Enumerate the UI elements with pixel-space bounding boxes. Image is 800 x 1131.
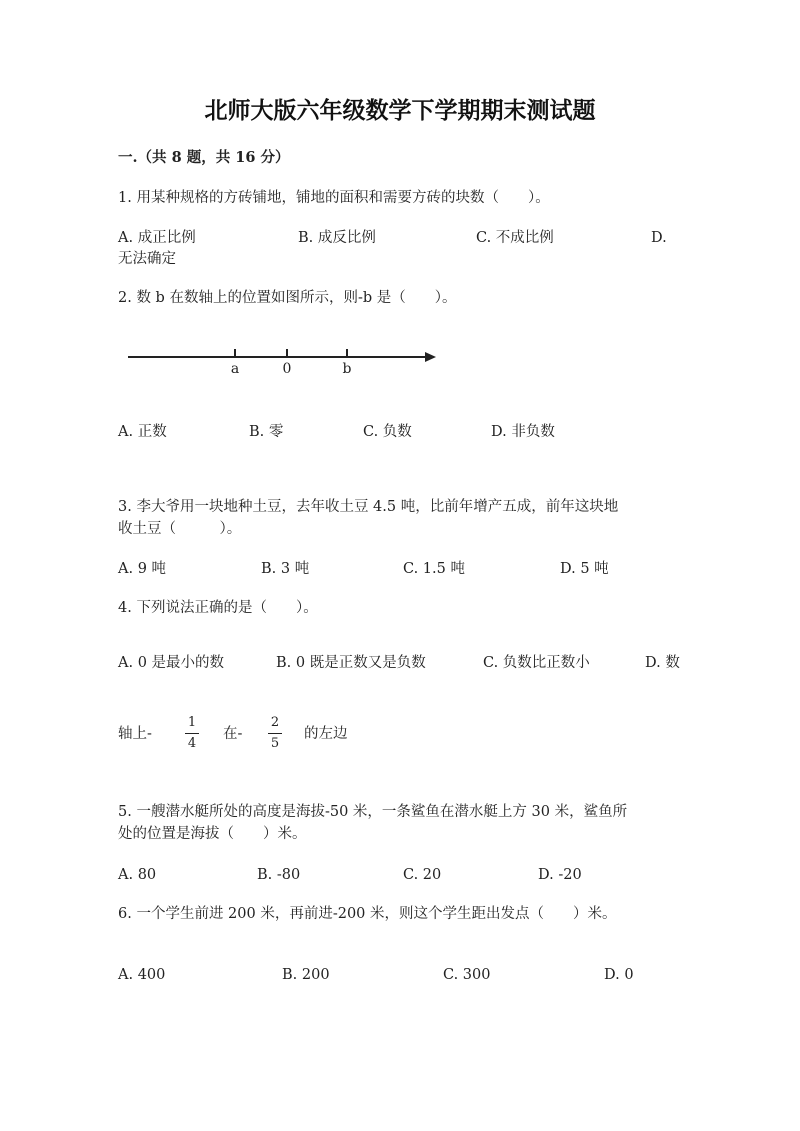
question-stem-continued: 收土豆（ ）。 bbox=[118, 521, 242, 537]
fraction-bar bbox=[185, 733, 199, 734]
question-stem: 1. 用某种规格的方砖铺地，铺地的面积和需要方砖的块数（ ）。 bbox=[118, 190, 550, 206]
option-b: B. 200 bbox=[282, 967, 330, 983]
question-stem: 4. 下列说法正确的是（ ）。 bbox=[118, 600, 318, 616]
question-stem: 5. 一艘潜水艇所处的高度是海拔-50 米，一条鲨鱼在潜水艇上方 30 米，鲨鱼所 bbox=[118, 804, 628, 820]
fraction-denominator: 5 bbox=[270, 736, 280, 751]
option-c: C. 负数 bbox=[363, 424, 412, 440]
question-stem: 6. 一个学生前进 200 米，再前进-200 米，则这个学生距出发点（ ）米。 bbox=[118, 906, 617, 922]
option-a: A. 400 bbox=[118, 967, 166, 983]
option-a: A. 正数 bbox=[118, 424, 167, 440]
option-a: A. 9 吨 bbox=[118, 561, 167, 577]
option-c: C. 负数比正数小 bbox=[483, 655, 590, 671]
fraction-one-quarter bbox=[185, 715, 199, 752]
number-line-figure bbox=[125, 340, 445, 380]
option-d: D. 5 吨 bbox=[560, 561, 609, 577]
question-stem-continued: 处的位置是海拔（ ）米。 bbox=[118, 826, 307, 842]
fraction-denominator: 4 bbox=[187, 736, 197, 751]
option-c: C. 不成比例 bbox=[476, 230, 554, 246]
option-d-continued: 无法确定 bbox=[118, 251, 176, 267]
option-d-text-suffix: 的左边 bbox=[304, 726, 348, 742]
option-d: D. 0 bbox=[604, 967, 634, 983]
option-d: D. bbox=[651, 230, 667, 246]
option-d: D. 非负数 bbox=[491, 424, 555, 440]
fraction-numerator: 2 bbox=[270, 715, 280, 730]
option-c: C. 20 bbox=[403, 867, 442, 883]
option-d: D. 数 bbox=[645, 655, 680, 671]
fraction-bar bbox=[268, 733, 282, 734]
tick-label-a: a bbox=[230, 361, 240, 377]
fraction-two-fifths bbox=[268, 715, 282, 752]
section-heading: 一.（共 8 题，共 16 分） bbox=[118, 149, 290, 166]
option-b: B. 0 既是正数又是负数 bbox=[276, 655, 426, 671]
question-stem: 2. 数 b 在数轴上的位置如图所示，则-b 是（ ）。 bbox=[118, 290, 457, 306]
option-d-text-middle: 在- bbox=[223, 726, 243, 742]
fraction-numerator: 1 bbox=[187, 715, 197, 730]
question-stem: 3. 李大爷用一块地种土豆，去年收土豆 4.5 吨，比前年增产五成，前年这块地 bbox=[118, 499, 619, 515]
option-b: B. 零 bbox=[249, 424, 284, 440]
option-d-text-prefix: 轴上- bbox=[118, 726, 152, 742]
option-b: B. -80 bbox=[257, 867, 301, 883]
option-b: B. 3 吨 bbox=[261, 561, 310, 577]
tick-label-0: 0 bbox=[282, 361, 292, 377]
page-title: 北师大版六年级数学下学期期末测试题 bbox=[204, 97, 596, 124]
option-c: C. 1.5 吨 bbox=[403, 561, 465, 577]
option-a: A. 0 是最小的数 bbox=[118, 655, 225, 671]
option-d: D. -20 bbox=[538, 867, 582, 883]
option-a: A. 80 bbox=[118, 867, 157, 883]
option-a: A. 成正比例 bbox=[118, 230, 196, 246]
option-c: C. 300 bbox=[443, 967, 491, 983]
arrow-head-icon bbox=[425, 352, 436, 362]
tick-label-b: b bbox=[342, 361, 352, 377]
option-b: B. 成反比例 bbox=[298, 230, 376, 246]
